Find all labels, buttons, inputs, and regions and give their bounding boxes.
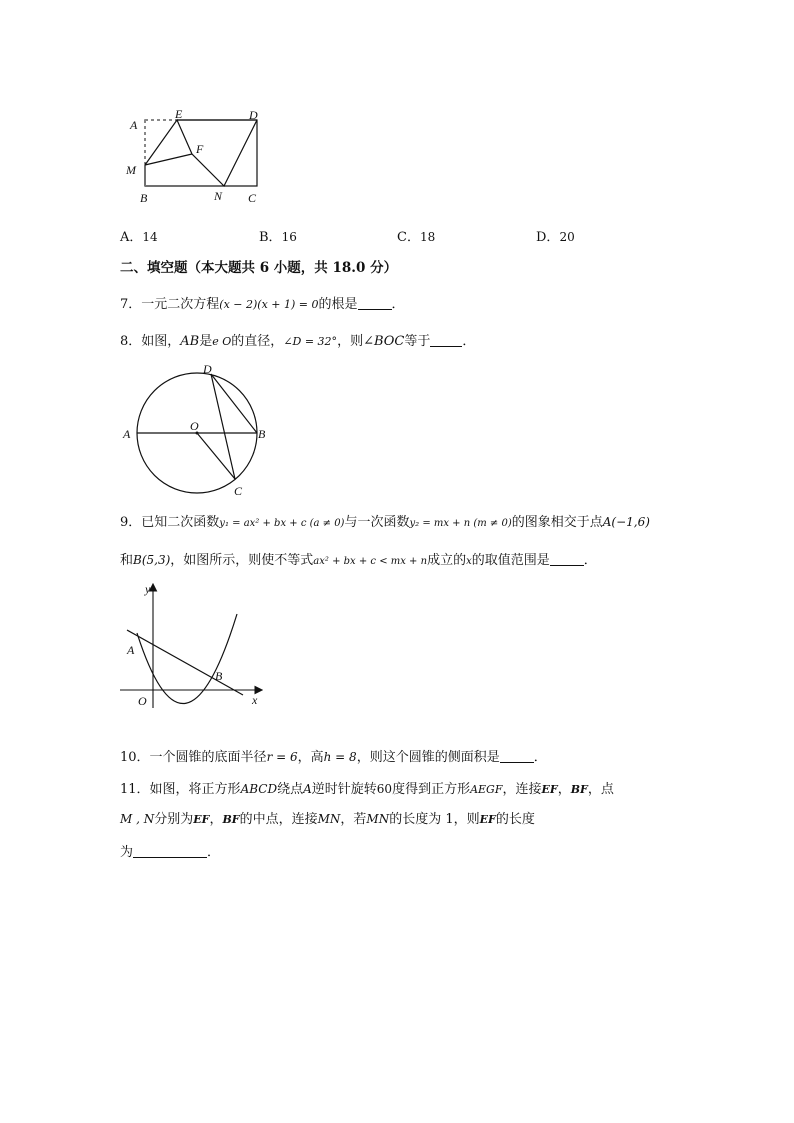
label-B: B bbox=[258, 427, 266, 441]
function-graph-figure bbox=[115, 578, 270, 713]
label-O: O bbox=[190, 419, 199, 433]
answer-blank bbox=[500, 748, 534, 763]
label-A: A bbox=[127, 643, 135, 657]
label-E: E bbox=[175, 107, 183, 121]
question-10: 10．一个圆锥的底面半径r = 6，高h = 8，则这个圆锥的侧面积是 ． bbox=[120, 750, 547, 765]
label-A: A bbox=[123, 427, 131, 441]
label-A: A bbox=[130, 118, 138, 132]
question-9-line-1: 9．已知二次函数y₁ = ax² + bx + c (a ≠ 0)与一次函数y₂ = mx + n (m ≠ 0)的图象相交于点A(−1,6) bbox=[120, 515, 650, 530]
question-11-line-3: 为 ． bbox=[120, 845, 221, 860]
label-O: O bbox=[138, 694, 147, 708]
answer-blank bbox=[430, 332, 462, 347]
question-8: 8．如图，AB是e O的直径，∠D = 32°，则∠BOC等于 ． bbox=[120, 334, 476, 349]
choice-d: D．20 bbox=[536, 230, 575, 245]
rectangle-figure bbox=[120, 105, 270, 205]
answer-blank bbox=[133, 843, 207, 858]
question-9-line-2: 和B(5,3)，如图所示，则使不等式ax² + bx + c < mx + n成立的x的取值范围是 ． bbox=[120, 553, 597, 568]
label-M: M bbox=[126, 163, 136, 177]
section-heading: 二、填空题（本大题共 6 小题，共 18.0 分） bbox=[120, 260, 398, 276]
question-7: 7．一元二次方程(x − 2)(x + 1) = 0的根是 ． bbox=[120, 297, 405, 312]
question-11-line-1: 11．如图，将正方形ABCD绕点A逆时针旋转60度得到正方形AEGF，连接EF，BF，点 bbox=[120, 782, 614, 797]
label-C: C bbox=[248, 191, 257, 205]
answer-blank bbox=[358, 295, 392, 310]
label-B: B bbox=[215, 669, 223, 683]
label-F: F bbox=[196, 142, 204, 156]
answer-blank bbox=[550, 551, 584, 566]
label-N: N bbox=[214, 189, 223, 203]
circle-figure bbox=[118, 358, 278, 500]
choice-a: A．14 bbox=[120, 230, 158, 245]
label-y: y bbox=[145, 582, 151, 596]
choice-c: C．18 bbox=[397, 230, 436, 245]
label-x: x bbox=[252, 693, 258, 707]
label-B: B bbox=[140, 191, 148, 205]
choice-b: B．16 bbox=[259, 230, 297, 245]
label-D: D bbox=[249, 108, 258, 122]
label-C: C bbox=[234, 484, 243, 498]
label-D: D bbox=[203, 362, 212, 376]
question-11-line-2: M , N分别为EF，BF的中点，连接MN，若MN的长度为 1，则EF的长度 bbox=[120, 812, 535, 827]
